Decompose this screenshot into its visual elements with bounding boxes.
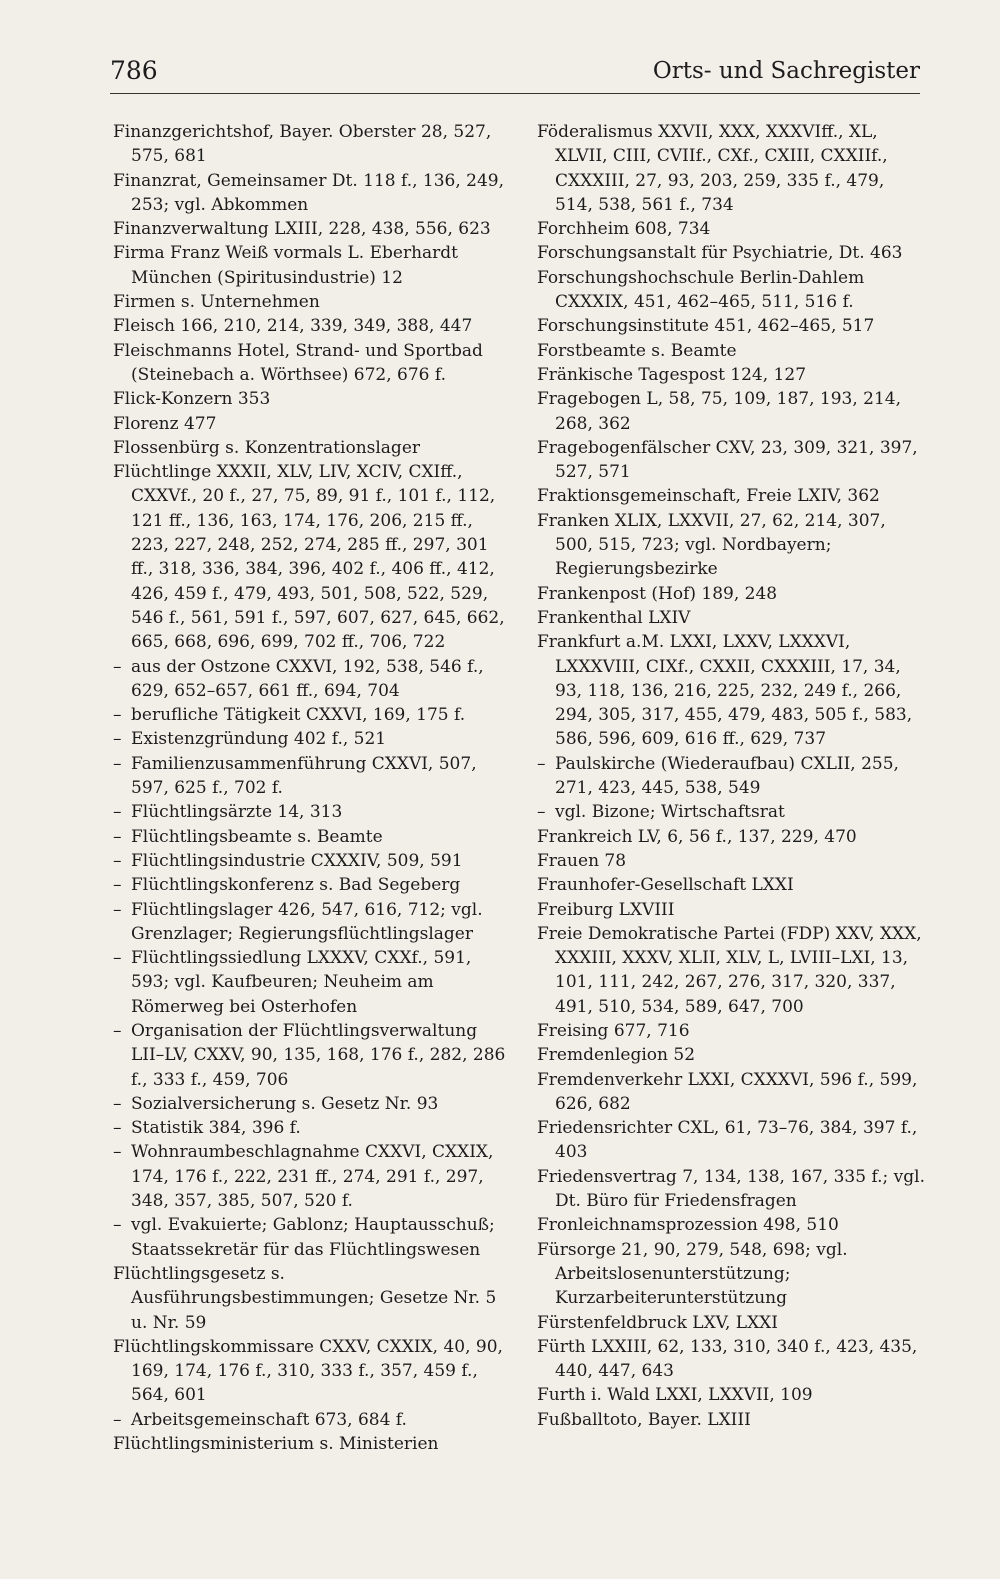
index-entry: Fragebogen L, 58, 75, 109, 187, 193, 214, 268, 362 <box>537 389 902 434</box>
index-subentry: – Sozialversicherung s. Gesetz Nr. 93 <box>113 1092 513 1116</box>
index-entry: Fronleichnamsprozession 498, 510 <box>537 1215 839 1236</box>
index-entry: Frankenthal LXIV <box>537 607 691 628</box>
index-entry: Forchheim 608, 734 <box>537 219 711 240</box>
page-number: 786 <box>110 56 158 85</box>
index-entry: Flüchtlingsministerium s. Ministerien <box>113 1434 439 1455</box>
index-entry: Fremdenverkehr LXXI, CXXXVI, 596 f., 599, 626, 682 <box>537 1069 918 1114</box>
index-entry: Forschungsinstitute 451, 462–465, 517 <box>537 316 875 337</box>
index-entry: Forstbeamte s. Beamte <box>537 340 737 361</box>
index-entry: Fremdenlegion 52 <box>537 1045 696 1066</box>
index-entry: Flüchtlingsgesetz s. Ausführungsbestimmungen; Gesetze Nr. 5 u. Nr. 59 <box>113 1263 497 1333</box>
index-subentry: – Flüchtlingsärzte 14, 313 <box>113 800 513 824</box>
index-entry: Fraktionsgemeinschaft, Freie LXIV, 362 <box>537 486 880 507</box>
index-subentry: – vgl. Evakuierte; Gablonz; Hauptausschuß; Staatssekretär für das Flüchtlingswesen <box>113 1213 513 1262</box>
index-entry: Firma Franz Weiß vormals L. Eberhardt München (Spiritusindustrie) 12 <box>113 243 459 288</box>
index-entry: Finanzgerichtshof, Bayer. Oberster 28, 527, 575, 681 <box>113 122 492 167</box>
index-entry: Forschungshochschule Berlin-Dahlem CXXXIX, 451, 462–465, 511, 516 f. <box>537 267 865 313</box>
index-subentry: – Flüchtlingskonferenz s. Bad Segeberg <box>113 873 513 897</box>
index-entry: Frauen 78 <box>537 850 627 871</box>
index-entry: Freie Demokratische Partei (FDP) XXV, XXX, XXXIII, XXXV, XLII, XLV, L, LVIII–LXI, 13, 101, 111, 242, 267, 276, 317, 320, 337, 491, 510, 534, 589, 647, 700 <box>537 923 922 1017</box>
index-entry: Florenz 477 <box>113 413 217 434</box>
index-entry: Flüchtlinge XXXII, XLV, LIV, XCIV, CXIff., CXXVf., 20 f., 27, 75, 89, 91 f., 101 f., 112, 121 ff., 136, 163, 174, 176, 206, 215 ff., 223, 227, 248, 252, 274, 285 ff., 297, 301 ff., 318, 336, 384, 396, 402 f., 406 ff., 412, 426, 459 f., 479, 493, 501, 508, 522, 529, 546 f., 561, 591 f., 597, 607, 627, 645, 662, 665, 668, 696, 699, 702 ff., 706, 722 <box>113 462 505 653</box>
index-entry: Fleisch 166, 210, 214, 339, 349, 388, 447 <box>113 316 473 337</box>
index-entry: Frankfurt a.M. LXXI, LXXV, LXXXVI, LXXXVIII, CIXf., CXXII, CXXXIII, 17, 34, 93, 118, 136, 216, 225, 232, 249 f., 266, 294, 305, 317, 455, 479, 483, 505 f., 583, 586, 596, 609, 616 ff., 629, 737 <box>537 632 913 750</box>
index-entry: Föderalismus XXVII, XXX, XXXVIff., XL, XLVII, CIII, CVIIf., CXf., CXIII, CXXIIf., CXXXIII, 27, 93, 203, 259, 335 f., 479, 514, 538, 561 f., 734 <box>537 122 888 215</box>
index-column-left <box>113 120 513 1456</box>
index-entry: Fürth LXXIII, 62, 133, 310, 340 f., 423, 435, 440, 447, 643 <box>537 1336 918 1382</box>
index-entry: Finanzrat, Gemeinsamer Dt. 118 f., 136, 249, 253; vgl. Abkommen <box>113 170 505 215</box>
index-entry: Friedensvertrag 7, 134, 138, 167, 335 f.; vgl. Dt. Büro für Friedensfragen <box>537 1166 925 1212</box>
index-entry: Fragebogenfälscher CXV, 23, 309, 321, 397, 527, 571 <box>537 437 918 483</box>
index-entry: Frankreich LV, 6, 56 f., 137, 229, 470 <box>537 826 857 847</box>
index-entry: Firmen s. Unternehmen <box>113 292 320 313</box>
index-subentry: – Paulskirche (Wiederaufbau) CXLII, 255, 271, 423, 445, 538, 549 <box>537 752 927 801</box>
index-subentry: – Statistik 384, 396 f. <box>113 1116 513 1140</box>
index-entry: Freiburg LXVIII <box>537 899 675 920</box>
index-subentry: – Flüchtlingsindustrie CXXXIV, 509, 591 <box>113 849 513 873</box>
index-subentry: – Existenzgründung 402 f., 521 <box>113 727 513 751</box>
index-entry: Fußballtoto, Bayer. LXIII <box>537 1409 751 1430</box>
index-subentry: – Flüchtlingslager 426, 547, 616, 712; vgl. Grenzlager; Regierungsflüchtlingslager <box>113 898 513 947</box>
index-subentry: – Flüchtlingsbeamte s. Beamte <box>113 825 513 849</box>
index-entry: Fleischmanns Hotel, Strand- und Sportbad (Steinebach a. Wörthsee) 672, 676 f. <box>113 340 483 385</box>
running-title: Orts- und Sachregister <box>652 58 920 84</box>
index-subentry: – Organisation der Flüchtlingsverwaltung LII–LV, CXXV, 90, 135, 168, 176 f., 282, 286 f., 333 f., 459, 706 <box>113 1019 513 1092</box>
index-entry: Flüchtlingskommissare CXXV, CXXIX, 40, 90, 169, 174, 176 f., 310, 333 f., 357, 459 f., 564, 601 <box>113 1336 503 1406</box>
index-entry: Fraunhofer-Gesellschaft LXXI <box>537 875 794 896</box>
index-entry: Finanzverwaltung LXIII, 228, 438, 556, 623 <box>113 219 491 240</box>
index-subentry: – berufliche Tätigkeit CXXVI, 169, 175 f. <box>113 703 513 727</box>
index-subentry: – Familienzusammenführung CXXVI, 507, 597, 625 f., 702 f. <box>113 752 513 801</box>
index-subentry: – vgl. Bizone; Wirtschaftsrat <box>537 800 927 824</box>
index-entry: Friedensrichter CXL, 61, 73–76, 384, 397 f., 403 <box>537 1118 918 1163</box>
index-subentry: – Flüchtlingssiedlung LXXXV, CXXf., 591, 593; vgl. Kaufbeuren; Neuheim am Römerweg bei Osterhofen <box>113 946 513 1019</box>
index-entry: Fürsorge 21, 90, 279, 548, 698; vgl. Arbeitslosenunterstützung; Kurzarbeiterunterstützung <box>537 1239 848 1309</box>
index-column-right <box>537 120 927 1432</box>
header-rule <box>110 93 920 94</box>
index-entry: Flick-Konzern 353 <box>113 389 271 410</box>
index-subentry: – aus der Ostzone CXXVI, 192, 538, 546 f., 629, 652–657, 661 ff., 694, 704 <box>113 655 513 704</box>
index-entry: Franken XLIX, LXXVII, 27, 62, 214, 307, 500, 515, 723; vgl. Nordbayern; Regierungsbezirke <box>537 510 886 580</box>
index-subentry: – Wohnraumbeschlagnahme CXXVI, CXXIX, 174, 176 f., 222, 231 ff., 274, 291 f., 297, 348, 357, 385, 507, 520 f. <box>113 1140 513 1213</box>
index-entry: Fürstenfeldbruck LXV, LXXI <box>537 1312 779 1333</box>
index-entry: Forschungsanstalt für Psychiatrie, Dt. 463 <box>537 243 903 264</box>
index-entry: Flossenbürg s. Konzentrationslager <box>113 437 421 458</box>
index-entry: Furth i. Wald LXXI, LXXVII, 109 <box>537 1385 813 1406</box>
index-entry: Frankenpost (Hof) 189, 248 <box>537 583 778 604</box>
index-subentry: – Arbeitsgemeinschaft 673, 684 f. <box>113 1408 513 1432</box>
index-entry: Freising 677, 716 <box>537 1020 690 1041</box>
index-entry: Fränkische Tagespost 124, 127 <box>537 364 807 385</box>
